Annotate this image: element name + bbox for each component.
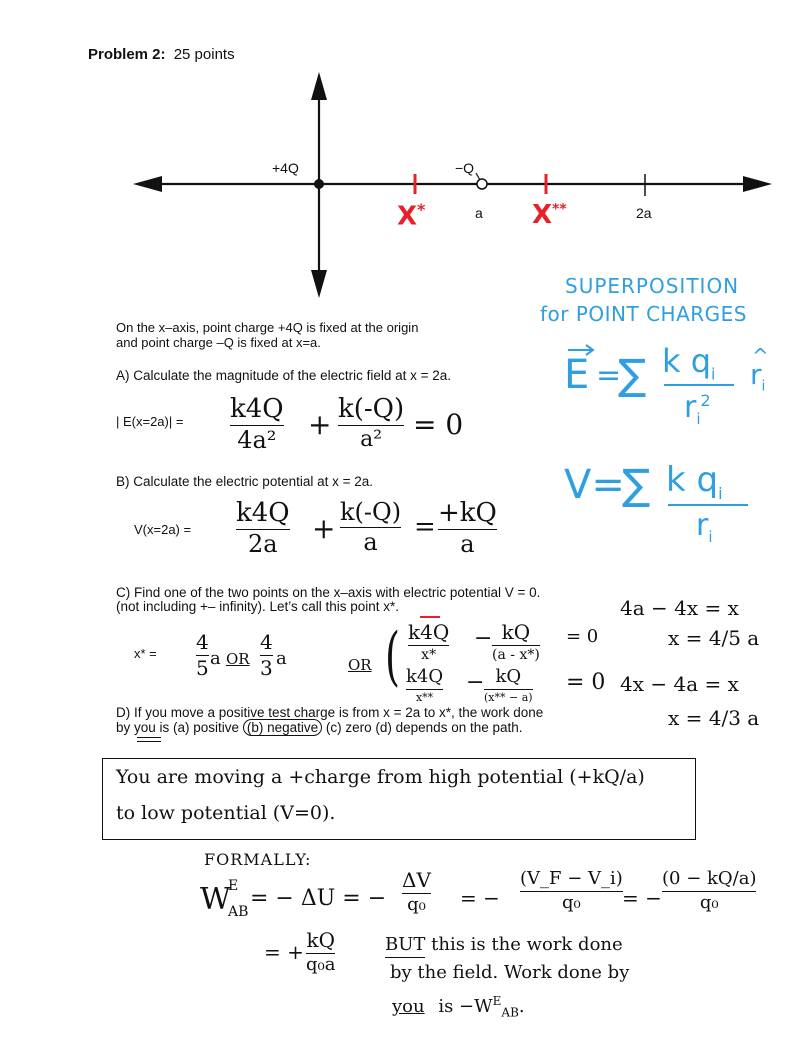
part-b-term1-den: 2a [248, 530, 278, 559]
box-line-1: You are moving a +charge from high potential (+kQ/a) [116, 766, 645, 788]
v-num-text: k q [666, 460, 719, 500]
intro-line-2: and point charge –Q is fixed at x=a. [116, 335, 321, 350]
part-c-eq2-d1: x** [415, 690, 434, 704]
part-c-eq2-t2 [484, 668, 533, 703]
part-b-equals: = [414, 512, 436, 542]
e-field-numerator [662, 342, 715, 383]
charge-a-label: −Q [455, 160, 475, 176]
part-c-frac2-num: 4 [260, 630, 273, 654]
x-star-mark [397, 200, 425, 232]
work-sup: E [228, 878, 239, 894]
formal-eq3: = − [622, 886, 662, 910]
part-c-eq1-t2 [492, 622, 540, 663]
part-a-term1 [230, 396, 284, 453]
part-c-paren: ( [384, 620, 400, 694]
charge-origin-label: +4Q [272, 160, 299, 176]
v-fraction-bar [668, 504, 748, 506]
v-den-sub: i [708, 528, 713, 546]
part-d-question-2 [116, 720, 523, 735]
v-sum: ∑ [622, 460, 651, 509]
work-sub: AB [228, 904, 249, 920]
part-b-question: B) Calculate the electric potential at x = 2a. [116, 474, 374, 489]
e-hat-sub: i [761, 378, 766, 395]
part-c-question-2: (not including +– infinity). Let’s call this point x*. [116, 599, 400, 614]
part-c-frac1-den: 5 [196, 656, 209, 680]
charge-a-lead [476, 173, 480, 180]
part-c-eq1-n2: kQ [501, 620, 531, 644]
part-d-question-1: D) If you move a positive test charge is from x = 2a to x*, the work done [116, 705, 544, 720]
vector-arrow-icon [566, 344, 596, 356]
part-b-lhs: V(x=2a) = [134, 522, 192, 537]
formal-result-frac [306, 930, 335, 975]
e-field-fraction-bar [664, 384, 734, 386]
x-double-star-mark [532, 200, 567, 230]
you-underline-2 [137, 741, 161, 742]
x-double-star-letter: X [532, 200, 553, 230]
part-a-question: A) Calculate the magnitude of the electric field at x = 2a. [116, 368, 452, 383]
part-a-term1-num: k4Q [230, 394, 284, 424]
formal-note-3-end: . [518, 996, 525, 1017]
formal-eq1: = − ΔU = − [250, 886, 387, 911]
part-c-frac2-a: a [276, 648, 287, 669]
side-calc-2: x = 4/5 a [668, 626, 760, 650]
formal-frac1-num: ΔV [402, 868, 431, 892]
part-c-frac1-num: 4 [196, 630, 209, 654]
e-field-formula [560, 340, 790, 435]
part-a-term1-den: 4a² [237, 426, 277, 455]
x-star-underline [420, 616, 440, 618]
formal-frac3-num: (0 − kQ/a) [662, 868, 757, 889]
v-lhs: V= [564, 462, 625, 508]
formal-frac1-den: q₀ [407, 894, 426, 915]
part-c-lhs: x* = [134, 646, 157, 661]
part-c-eq2-b2 [484, 689, 533, 690]
e-hat-text: r [750, 358, 762, 391]
part-b-term3-den: a [460, 530, 475, 559]
part-c-eq2-t1 [406, 668, 443, 703]
part-a-plus: + [308, 408, 332, 441]
formal-frac1 [402, 870, 431, 915]
part-c-frac2 [260, 632, 273, 679]
part-c-frac1-a: a [210, 648, 221, 669]
part-c-eq2-result: = 0 [566, 670, 606, 695]
problem-number: Problem 2: [88, 46, 166, 63]
v-den-text: r [696, 508, 709, 543]
side-calc-4: x = 4/3 a [668, 706, 760, 730]
formal-frac3-den: q₀ [699, 891, 719, 913]
part-a-result: = 0 [413, 408, 464, 441]
e-den-pow: 2 [700, 391, 711, 410]
e-den-sub: i [696, 410, 701, 428]
part-c-eq1-t1 [408, 622, 449, 663]
part-d-line2-post: (c) zero (d) depends on the path. [325, 720, 523, 735]
formal-result-num: kQ [306, 928, 335, 952]
part-a-term2-bar [338, 425, 404, 426]
formal-frac3 [662, 870, 756, 913]
formal-label: FORMALLY: [204, 850, 312, 869]
problem-points: 25 points [173, 46, 235, 63]
v-potential-formula [560, 458, 790, 553]
part-c-question-1: C) Find one of the two points on the x–axis with electric potential V = 0. [116, 585, 541, 600]
part-c-eq2-n1: k4Q [406, 666, 444, 687]
formal-frac2 [520, 870, 623, 913]
formal-frac2-den: q₀ [562, 891, 581, 913]
part-a-lhs: | E(x=2a)| = [116, 414, 184, 429]
formal-frac2-num: (V_F − V_i) [520, 868, 623, 889]
work-w: W [200, 882, 231, 917]
part-b-term3-num: +kQ [438, 498, 497, 528]
x-double-star-sup: ** [552, 201, 567, 218]
v-num-sub: i [718, 483, 723, 503]
part-c-eq1-b2 [492, 645, 540, 646]
e-field-denominator [684, 390, 711, 428]
e-field-lhs: E [564, 352, 590, 398]
part-c-eq1-b1 [408, 645, 449, 646]
but-underline [385, 957, 425, 958]
x-axis-arrow-right [743, 176, 772, 192]
e-num-text: k q [662, 342, 712, 380]
part-b-term2-den: a [363, 528, 378, 557]
part-c-eq1-result: = 0 [566, 626, 599, 647]
e-den-text: r [684, 390, 697, 425]
part-c-eq1-minus: − [474, 626, 493, 651]
you-underline-1 [137, 737, 161, 738]
y-axis-arrow-up [311, 72, 327, 100]
formal-note-3-sub: AB [501, 1005, 519, 1020]
part-b-term2-num: k(-Q) [340, 498, 402, 526]
e-field-equals: = [596, 358, 622, 393]
formal-note-3-sup: E [492, 994, 502, 1008]
part-d-line2-pre: by you is (a) positive [116, 720, 240, 735]
v-denominator [696, 508, 713, 546]
work-lhs [200, 878, 249, 920]
formal-eq2: = − [460, 886, 500, 910]
e-field-unit-vector [750, 344, 769, 395]
axis-diagram [0, 0, 811, 310]
x-star-letter: X [397, 201, 418, 232]
y-axis-arrow-down [311, 270, 327, 298]
charge-a-open-dot [477, 179, 487, 189]
superposition-title: SUPERPOSITION [565, 274, 740, 298]
part-c-eq1-n1: k4Q [408, 620, 450, 644]
part-b-term3 [438, 500, 497, 557]
tick-2a-label: 2a [636, 205, 652, 221]
x-axis-arrow-left [133, 176, 162, 192]
part-c-eq1-d2: (a - x*) [492, 647, 540, 663]
superposition-subtitle: for POINT CHARGES [540, 302, 748, 326]
part-c-eq2-d2: (x** − a) [484, 690, 533, 704]
charge-origin-dot [314, 179, 324, 189]
part-a-term2-num: k(-Q) [338, 394, 405, 424]
v-numerator [666, 460, 723, 503]
part-b-term1-num: k4Q [236, 498, 290, 528]
side-calc-1: 4a − 4x = x [620, 596, 739, 620]
formal-result-eq: = + [264, 940, 304, 964]
x-star-sup: * [417, 200, 426, 219]
part-c-eq2-n2: kQ [495, 666, 522, 687]
formal-note-1: BUT this is the work done [385, 934, 623, 955]
part-c-or2: OR [348, 656, 372, 674]
e-num-sub: i [711, 364, 716, 384]
part-c-frac2-den: 3 [260, 656, 273, 680]
part-b-plus: + [312, 512, 336, 545]
intro-line-1: On the x–axis, point charge +4Q is fixed at the origin [116, 320, 419, 335]
part-a-term2-den: a² [360, 427, 383, 453]
e-field-sum: ∑ [618, 350, 647, 399]
part-c-or: OR [226, 650, 250, 668]
hat-icon: ^ [752, 344, 769, 368]
formal-note-3 [392, 994, 525, 1020]
part-a-term2 [338, 396, 404, 451]
box-line-2: to low potential (V=0). [116, 802, 336, 824]
part-b-term2 [340, 500, 401, 555]
formal-note-3-body: is −W [438, 996, 493, 1017]
side-calc-3: 4x − 4a = x [620, 672, 739, 696]
part-c-eq2-b1 [406, 689, 443, 690]
part-d-choice-b: (b) negative [243, 719, 322, 736]
formal-note-2: by the field. Work done by [390, 962, 630, 983]
part-c-eq2-minus: − [466, 670, 485, 695]
part-c-eq1-d1: x* [421, 647, 437, 663]
part-b-term1 [236, 500, 290, 557]
part-c-frac1 [196, 632, 209, 679]
formal-result-den: q₀a [306, 954, 336, 975]
formal-note-3-you: you [392, 996, 425, 1017]
tick-a-label: a [475, 205, 483, 221]
